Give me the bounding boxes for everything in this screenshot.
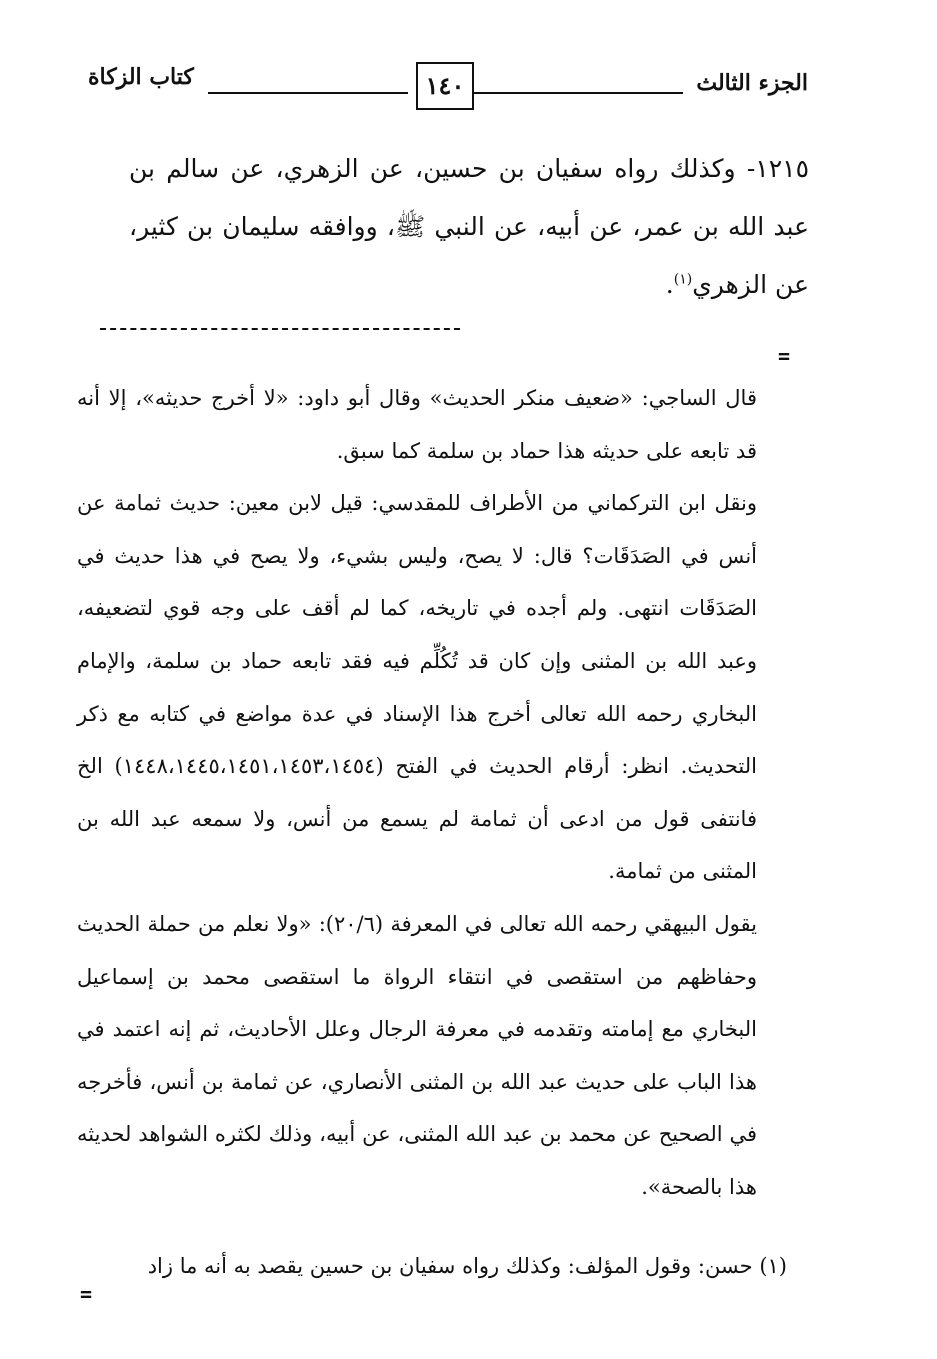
footnote-continuation	[77, 372, 757, 1214]
continuation-mark-bottom: =	[80, 1282, 93, 1306]
note-paragraph-1: قال الساجي: «ضعيف منكر الحديث» وقال أبو داود: «لا أخرج حديثه»، إلا أنه قد تابعه على حديثه هذا حماد بن سلمة كما سبق.	[77, 386, 757, 463]
running-head-book: كتاب الزكاة	[88, 64, 194, 90]
page-number: ١٤٠	[416, 62, 474, 110]
continuation-mark-top: =	[778, 344, 791, 368]
hadith-paragraph	[129, 140, 809, 314]
page-header	[88, 62, 808, 112]
footnote-separator	[100, 328, 460, 330]
main-hadith-text	[129, 140, 809, 314]
hadith-body: ١٢١٥- وكذلك رواه سفيان بن حسين، عن الزهري، عن سالم بن عبد الله بن عمر، عن أبيه، عن النبي ﷺ، ووافقه سليمان بن كثير، عن الزهري	[129, 154, 809, 299]
footnote-marker: (١)	[673, 271, 693, 288]
header-rule-right	[473, 92, 683, 94]
footnote-1: (١) حسن: وقول المؤلف: وكذلك رواه سفيان بن حسين يقصد به أنه ما زاد	[147, 1254, 787, 1278]
note-paragraph-2: ونقل ابن التركماني من الأطراف للمقدسي: قيل لابن معين: حديث ثمامة عن أنس في الصَدَقَات؟ قال: لا يصح، وليس بشيء، ولا يصح في هذا حديث في الصَدَقَات انتهى. ولم أجده في تاريخه، كما لم أقف على وجه قوي لتضعيفه، وعبد الله بن المثنى وإن كان قد تُكُلِّم فيه فقد تابعه حماد بن سلمة، والإمام البخاري رحمه الله تعالى أخرج هذا الإسناد في عدة مواضع في كتابه مع ذكر التحديث. انظر: أرقام الحديث في الفتح (١٤٤٨،١٤٤٥،١٤٥١،١٤٥٣،١٤٥٤) الخ فانتفى قول من ادعى أن ثمامة لم يسمع من أنس، ولا سمعه عبد الله بن المثنى من ثمامة.	[77, 491, 757, 884]
note-paragraph-3: يقول البيهقي رحمه الله تعالى في المعرفة (٢٠/٦): «ولا نعلم من حملة الحديث وحفاظهم من استقصى في انتقاء الرواة ما استقصى محمد بن إسماعيل البخاري مع إمامته وتقدمه في معرفة الرجال وعلل الأحاديث، ثم إنه اعتمد في هذا الباب على حديث عبد الله بن المثنى الأنصاري، عن ثمامة بن أنس، فأخرجه في الصحيح عن محمد بن عبد الله المثنى، عن أبيه، وذلك لكثره الشواهد لحديثه هذا بالصحة».	[77, 911, 757, 1199]
hadith-end: .	[665, 270, 674, 299]
header-rule-left	[208, 92, 408, 94]
running-head-volume: الجزء الثالث	[696, 70, 808, 96]
